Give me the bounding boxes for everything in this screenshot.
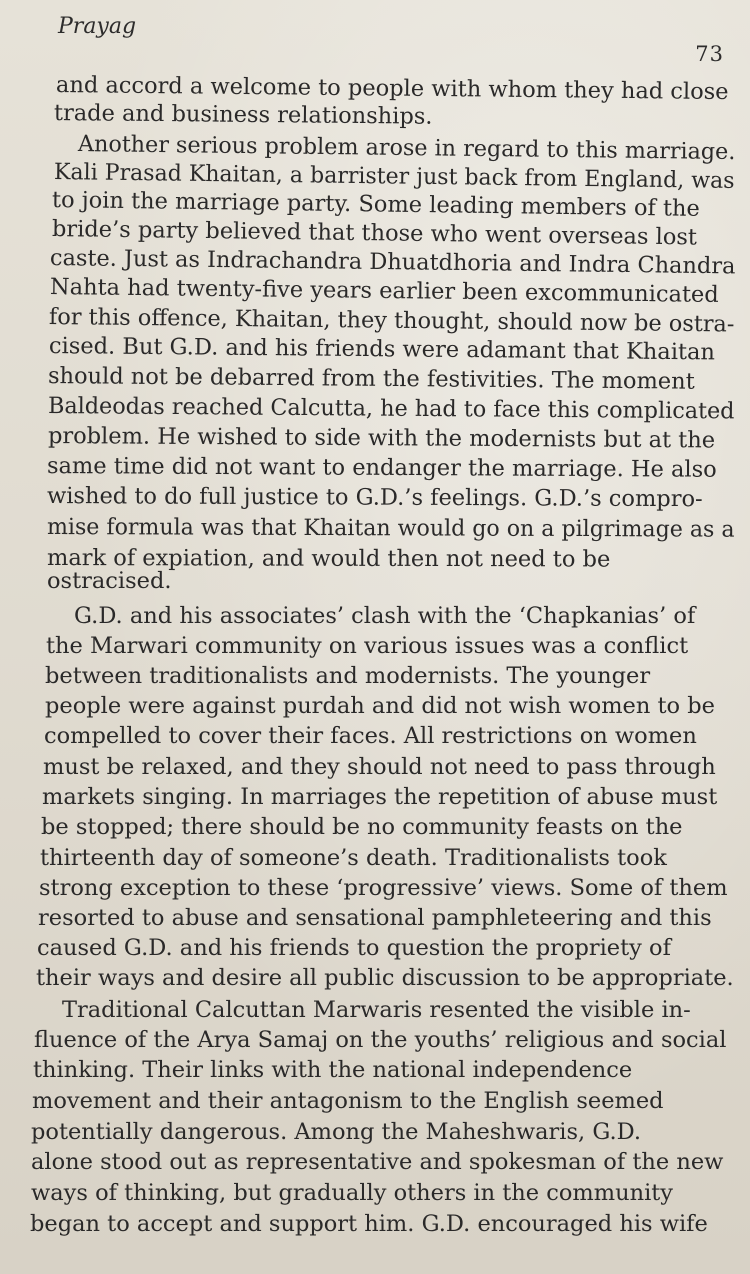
text-line: caste. Just as Indrachandra Dhuatdhoria and Indra Chandra — [49, 245, 736, 280]
text-line: thinking. Their links with the national independence — [33, 1057, 633, 1083]
text-line: Kali Prasad Khaitan, a barrister just back from England, was — [53, 159, 735, 194]
text-line: resorted to abuse and sensational pamphleteering and this — [38, 905, 712, 931]
text-line: for this offence, Khaitan, they thought, should now be ostra- — [48, 304, 735, 338]
text-line: should not be debarred from the festivities. The moment — [47, 363, 695, 395]
text-line: ways of thinking, but gradually others in the community — [31, 1180, 674, 1206]
text-line: be stopped; there should be no community feasts on the — [41, 814, 683, 840]
text-line: and accord a welcome to people with whom they had close — [55, 72, 729, 106]
text-line: cised. But G.D. and his friends were adamant that Khaitan — [48, 333, 716, 366]
text-line: Another serious problem arose in regard to this marriage. — [77, 131, 736, 166]
text-line: strong exception to these ‘progressive’ views. Some of them — [39, 875, 728, 901]
text-line: problem. He wished to side with the modernists but at the — [47, 423, 716, 454]
text-line: to join the marriage party. Some leading members of the — [51, 187, 700, 222]
text-line: alone stood out as representative and spokesman of the new — [31, 1149, 724, 1175]
text-line: wished to do full justice to G.D.’s feelings. G.D.’s compro- — [46, 483, 703, 513]
text-line: Traditional Calcuttan Marwaris resented the visible in- — [62, 997, 691, 1023]
text-line: began to accept and support him. G.D. encouraged his wife — [30, 1211, 708, 1237]
text-line: potentially dangerous. Among the Maheshwaris, G.D. — [31, 1119, 642, 1145]
text-line: the Marwari community on various issues was a conflict — [46, 633, 689, 659]
text-line: fluence of the Arya Samaj on the youths’ religious and social — [34, 1027, 727, 1053]
text-line: people were against purdah and did not wish women to be — [45, 693, 715, 719]
text-line: ostracised. — [47, 568, 172, 594]
text-line: Nahta had twenty-five years earlier been excommunicated — [49, 274, 719, 308]
text-line: trade and business relationships. — [53, 100, 433, 130]
text-line: bride’s party believed that those who went overseas lost — [51, 216, 698, 251]
text-line: thirteenth day of someone’s death. Traditionalists took — [40, 845, 667, 871]
text-line: movement and their antagonism to the English seemed — [32, 1088, 664, 1114]
text-line: their ways and desire all public discussion to be appropriate. — [36, 965, 734, 991]
text-line: mark of expiation, and would then not need to be — [46, 545, 611, 573]
text-line: Baldeodas reached Calcutta, he had to face this complicated — [47, 393, 735, 425]
text-line: caused G.D. and his friends to question the propriety of — [37, 935, 671, 961]
text-line: markets singing. In marriages the repetition of abuse must — [42, 784, 718, 810]
text-line: compelled to cover their faces. All restrictions on women — [44, 723, 697, 749]
text-line: between traditionalists and modernists. The younger — [45, 663, 651, 689]
page-number: 73 — [695, 42, 724, 66]
text-line: must be relaxed, and they should not need to pass through — [43, 754, 716, 780]
text-line: same time did not want to endanger the marriage. He also — [46, 453, 717, 483]
running-head: Prayag — [58, 14, 137, 39]
text-line: mise formula was that Khaitan would go on a pilgrimage as a — [46, 514, 735, 543]
text-line: G.D. and his associates’ clash with the ‘Chapkanias’ of — [74, 603, 696, 629]
